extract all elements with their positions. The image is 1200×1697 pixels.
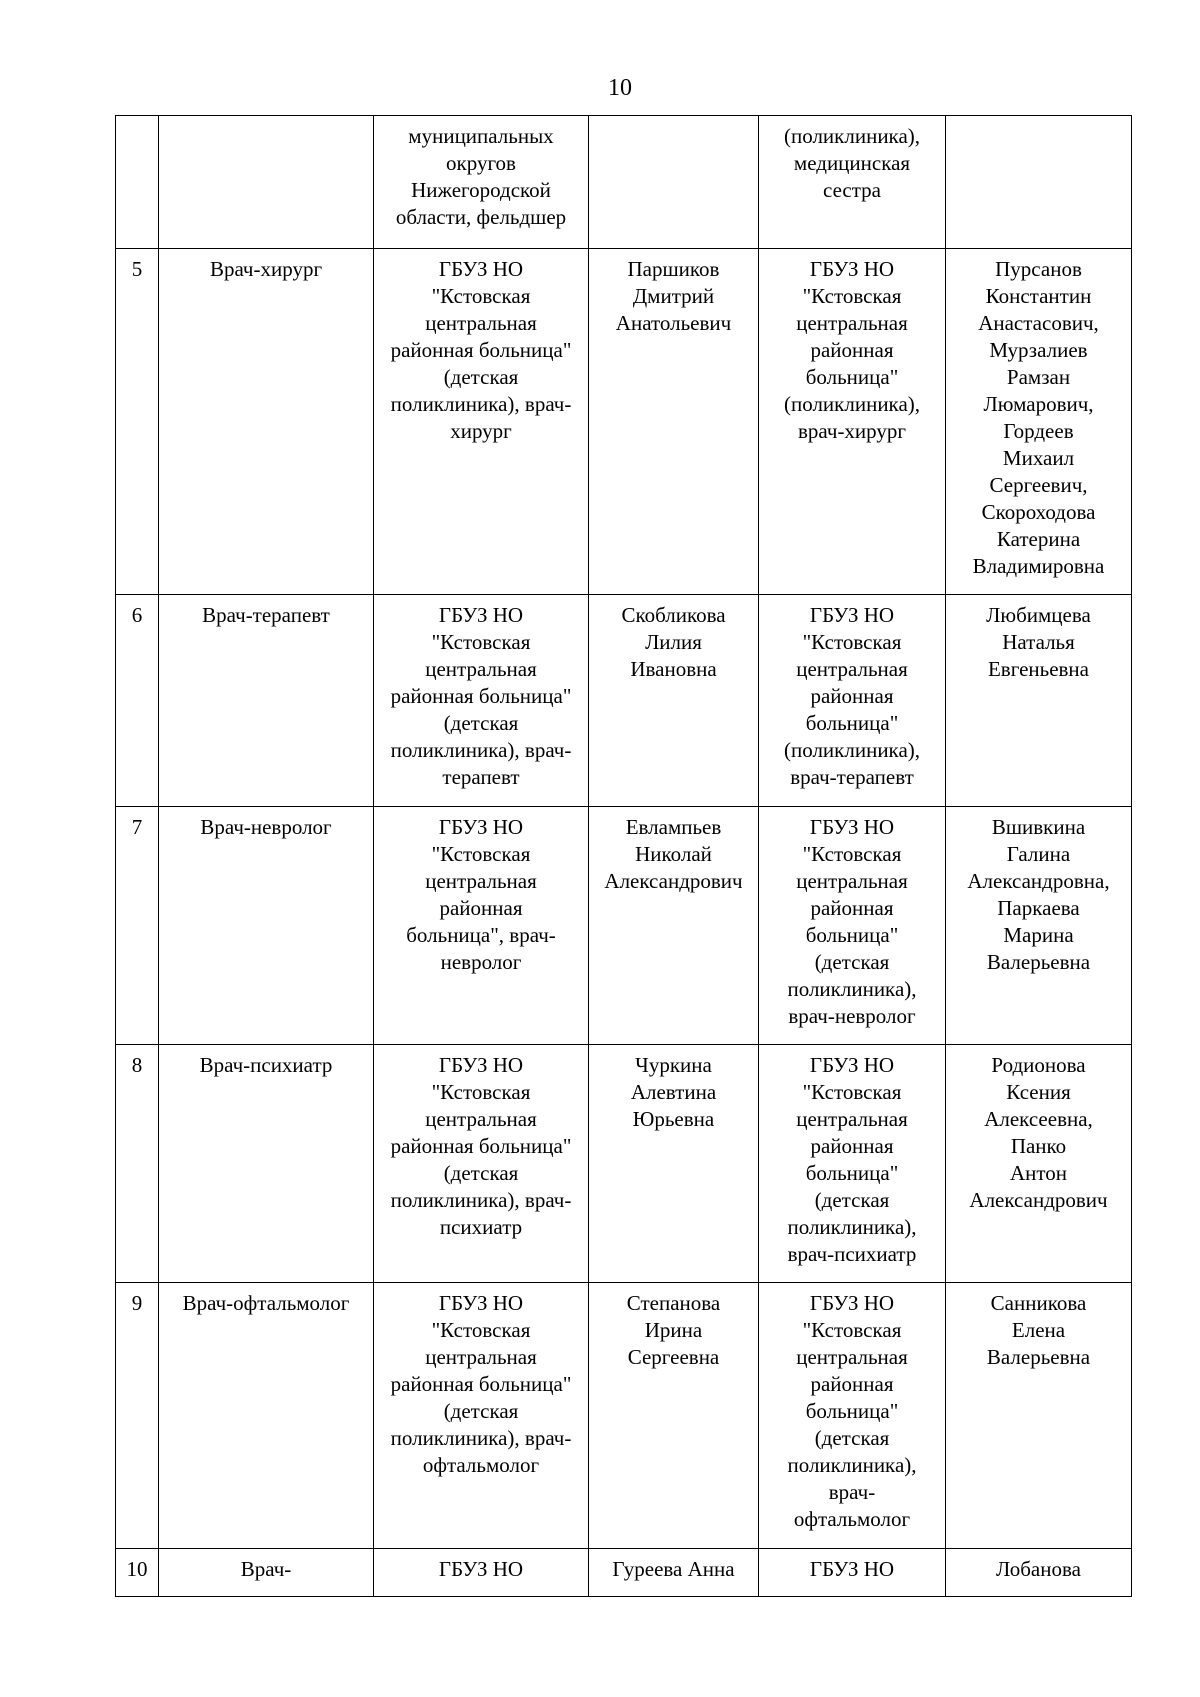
organization2-cell: ГБУЗ НО: [759, 1549, 946, 1597]
organization2-cell: ГБУЗ НО "Кстовская центральная районная больница" (детская поликлиника), врач-невролог: [759, 807, 946, 1045]
specialty-cell: Врач-психиатр: [159, 1045, 374, 1283]
table-row: [116, 1283, 1132, 1549]
person-cell: [589, 116, 759, 249]
organization2-cell: ГБУЗ НО "Кстовская центральная районная больница" (поликлиника), врач-хирург: [759, 249, 946, 595]
person-cell: Степанова Ирина Сергеевна: [589, 1283, 759, 1549]
person-cell: Евлампьев Николай Александрович: [589, 807, 759, 1045]
row-number-cell: 8: [116, 1045, 159, 1283]
row-number-cell: 10: [116, 1549, 159, 1597]
row-number-cell: 7: [116, 807, 159, 1045]
organization-cell: ГБУЗ НО "Кстовская центральная районная больница", врач- невролог: [374, 807, 589, 1045]
organization-cell: ГБУЗ НО "Кстовская центральная районная больница" (детская поликлиника), врач- психиатр: [374, 1045, 589, 1283]
other-persons-cell: [946, 116, 1132, 249]
organization2-cell: (поликлиника), медицинская сестра: [759, 116, 946, 249]
person-cell: Чуркина Алевтина Юрьевна: [589, 1045, 759, 1283]
organization-cell: ГБУЗ НО "Кстовская центральная районная больница" (детская поликлиника), врач- хирург: [374, 249, 589, 595]
organization-cell: ГБУЗ НО "Кстовская центральная районная больница" (детская поликлиника), врач- терапевт: [374, 595, 589, 807]
other-persons-cell: Санникова Елена Валерьевна: [946, 1283, 1132, 1549]
person-cell: Паршиков Дмитрий Анатольевич: [589, 249, 759, 595]
table-row: [116, 1549, 1132, 1597]
organization2-cell: ГБУЗ НО "Кстовская центральная районная больница" (детская поликлиника), врач-психиатр: [759, 1045, 946, 1283]
table-row: [116, 116, 1132, 249]
row-number-cell: [116, 116, 159, 249]
table-row: [116, 249, 1132, 595]
row-number-cell: 6: [116, 595, 159, 807]
other-persons-cell: Пурсанов Константин Анастасович, Мурзалиев Рамзан Люмарович, Гордеев Михаил Сергеевич, Скороходова Катерина Владимировна: [946, 249, 1132, 595]
page-number: 10: [608, 75, 632, 101]
table-row: [116, 1045, 1132, 1283]
specialty-cell: Врач-: [159, 1549, 374, 1597]
specialty-cell: Врач-невролог: [159, 807, 374, 1045]
organization-cell: ГБУЗ НО "Кстовская центральная районная больница" (детская поликлиника), врач- офтальмолог: [374, 1283, 589, 1549]
person-cell: Гуреева Анна: [589, 1549, 759, 1597]
organization-cell: муниципальных округов Нижегородской области, фельдшер: [374, 116, 589, 249]
person-cell: Скобликова Лилия Ивановна: [589, 595, 759, 807]
specialty-cell: Врач-терапевт: [159, 595, 374, 807]
row-number-cell: 5: [116, 249, 159, 595]
table-row: [116, 807, 1132, 1045]
other-persons-cell: Вшивкина Галина Александровна, Паркаева Марина Валерьевна: [946, 807, 1132, 1045]
other-persons-cell: Лобанова: [946, 1549, 1132, 1597]
other-persons-cell: Родионова Ксения Алексеевна, Панко Антон Александрович: [946, 1045, 1132, 1283]
table-row: [116, 595, 1132, 807]
specialty-cell: Врач-хирург: [159, 249, 374, 595]
row-number-cell: 9: [116, 1283, 159, 1549]
organization2-cell: ГБУЗ НО "Кстовская центральная районная больница" (поликлиника), врач-терапевт: [759, 595, 946, 807]
specialty-cell: [159, 116, 374, 249]
organization2-cell: ГБУЗ НО "Кстовская центральная районная больница" (детская поликлиника), врач- офтальмолог: [759, 1283, 946, 1549]
specialty-cell: Врач-офтальмолог: [159, 1283, 374, 1549]
organization-cell: ГБУЗ НО: [374, 1549, 589, 1597]
specialists-table: [115, 115, 1132, 1597]
other-persons-cell: Любимцева Наталья Евгеньевна: [946, 595, 1132, 807]
